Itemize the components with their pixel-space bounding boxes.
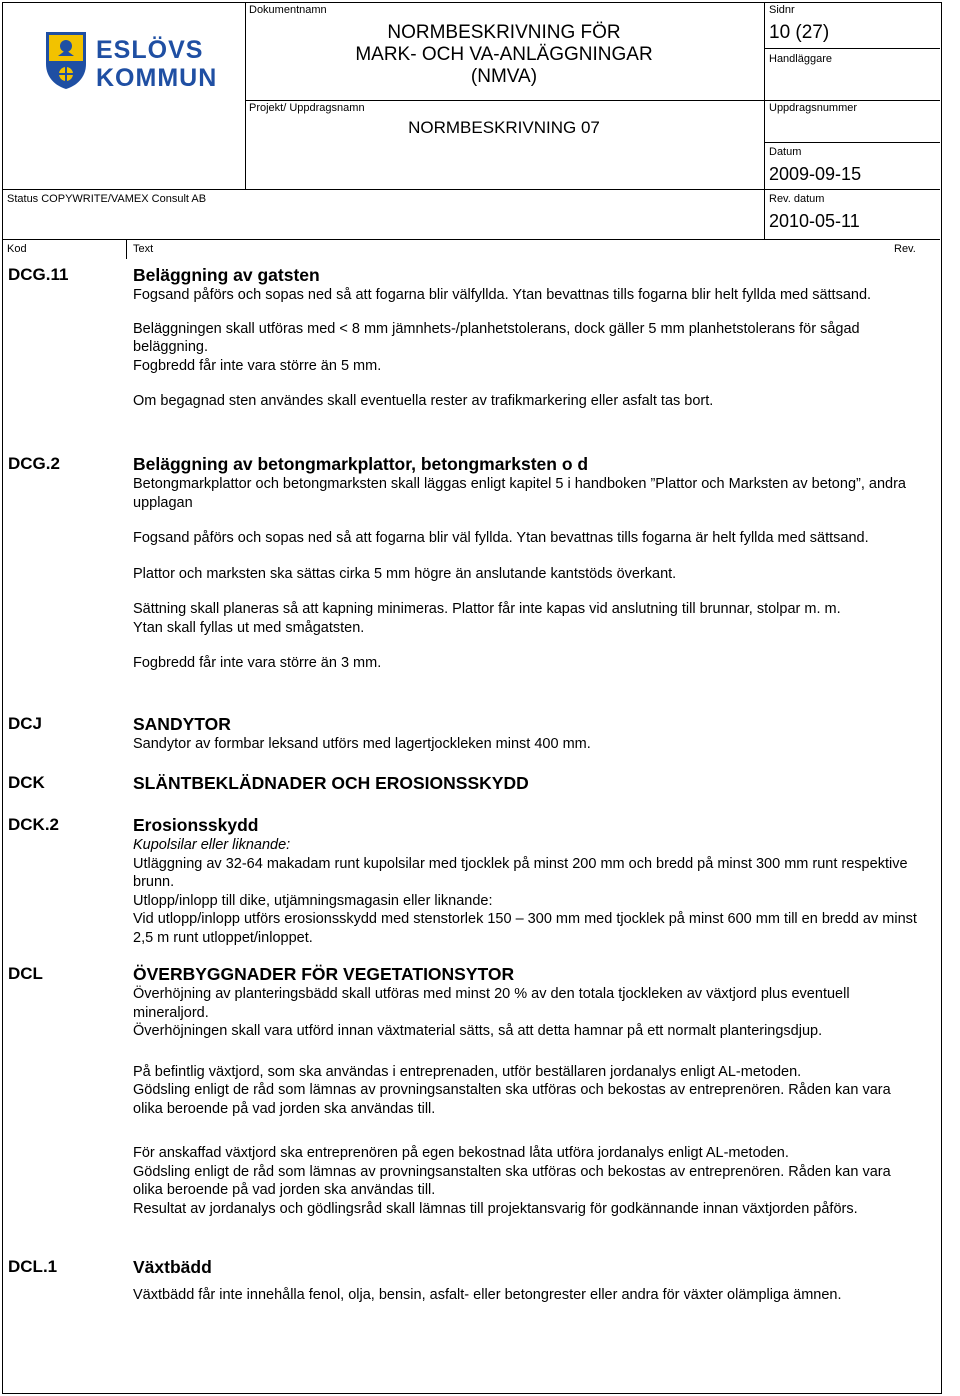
paragraph: Fogsand påförs och sopas ned så att fogarna blir välfyllda. Ytan bevattnas tills fogarna blir helt fyllda med sättsand. (133, 287, 872, 303)
paragraph: Sättning skall planeras så att kapning minimeras. Plattor får inte kapas vid anslutning till brunnar, stolpar m. m. (133, 601, 841, 617)
section-dcj (133, 713, 923, 754)
header-divider (2, 239, 940, 240)
projekt-label: Projekt/ Uppdragsnamn (249, 102, 365, 114)
datum-label: Datum (769, 146, 802, 158)
paragraph: Överhöjning av planteringsbädd skall utföras med minst 20 % av den totala tjockleken av växtjord plus eventuell mineraljord. (133, 986, 850, 1021)
code-dck2: DCK.2 (8, 815, 60, 834)
section-dcg2 (133, 453, 923, 673)
code-dcg2: DCG.2 (8, 454, 60, 473)
subheading: Kupolsilar eller liknande: (133, 837, 291, 853)
section-dcl (133, 963, 923, 1218)
code-dcj: DCJ (8, 714, 43, 733)
paragraph: Utlopp/inlopp till dike, utjämningsmagasin eller liknande: (133, 892, 493, 909)
header-divider (245, 100, 940, 101)
section-heading: Beläggning av gatsten (133, 265, 320, 285)
paragraph: Fogbredd får inte vara större än 3 mm. (133, 655, 382, 671)
section-heading: Erosionsskydd (133, 815, 259, 835)
handlaggare-label: Handläggare (769, 53, 832, 65)
header-divider (245, 2, 246, 189)
paragraph: Om begagnad sten användes skall eventuella rester av trafikmarkering eller asfalt tas bort. (133, 393, 714, 409)
paragraph: Utläggning av 32-64 makadam runt kupolsilar med tjocklek på minst 200 mm och bredd på minst 300 mm runt respektive brunn. (133, 855, 908, 890)
eslov-logo (44, 28, 218, 98)
paragraph: Beläggningen skall utföras med < 8 mm jämnhets-/planhetstolerans, dock gäller 5 mm planhetstolerans för sågad beläggning. (133, 320, 860, 355)
column-header-kod: Kod (7, 243, 27, 255)
section-dcl1 (133, 1256, 923, 1305)
revdatum-label: Rev. datum (769, 193, 825, 205)
column-divider (126, 239, 127, 259)
coat-of-arms-icon (44, 30, 88, 90)
section-dcg11 (133, 264, 923, 411)
header-divider (764, 48, 940, 49)
code-dcl1: DCL.1 (8, 1257, 58, 1276)
column-header-text: Text (133, 243, 154, 255)
paragraph: Plattor och marksten ska sättas cirka 5 mm högre än anslutande kantstöds överkant. (133, 565, 677, 582)
paragraph: På befintlig växtjord, som ska användas i entreprenaden, utför beställaren jordanalys enligt AL-metoden. (133, 1063, 802, 1080)
paragraph: För anskaffad växtjord ska entreprenören på egen bekostnad låta utföra jordanalys enligt AL-metoden. (133, 1145, 789, 1161)
paragraph: Fogsand påförs och sopas ned så att fogarna blir väl fyllda. Ytan bevattnas tills fogarna är helt fyllda med sättsand. (133, 530, 869, 546)
paragraph: Vid utlopp/inlopp utförs erosionsskydd med stenstorlek 150 – 300 mm med tjocklek på minst 600 mm till en bredd av minst 2,5 m runt utloppet/inloppet. (133, 911, 917, 946)
logo-text-line2: KOMMUN (96, 64, 218, 92)
section-dck (133, 772, 923, 794)
paragraph: Betongmarkplattor och betongmarksten skall läggas enligt kapitel 5 i handboken ”Plattor och Marksten av betong”, andra upplagan (133, 476, 906, 511)
section-heading: ÖVERBYGGNADER FÖR VEGETATIONSYTOR (133, 964, 515, 984)
paragraph: Resultat av jordanalys och gödlingsråd skall lämnas till projektansvarig för godkännande innan växtjorden påförs. (133, 1200, 858, 1217)
uppdragsnummer-label: Uppdragsnummer (769, 102, 858, 114)
document-title-line3: (NMVA) (470, 66, 538, 87)
sidnr-label: Sidnr (769, 4, 795, 16)
header-divider (764, 142, 940, 143)
section-heading: Beläggning av betongmarkplattor, betongmarksten o d (133, 454, 589, 474)
status-text: Status COPYWRITE/VAMEX Consult AB (7, 193, 207, 205)
sidnr-value: 10 (27) (769, 22, 830, 43)
logo-text-line1: ESLÖVS (96, 36, 204, 64)
column-header-rev: Rev. (894, 243, 916, 255)
paragraph: Ytan skall fyllas ut med smågatsten. (133, 619, 365, 636)
section-dck2 (133, 814, 923, 947)
document-title-line1: NORMBESKRIVNING FÖR (387, 22, 621, 43)
revdatum-value: 2010-05-11 (769, 211, 860, 231)
header-divider (2, 189, 940, 190)
projekt-value: NORMBESKRIVNING 07 (408, 118, 600, 137)
paragraph: Växtbädd får inte innehålla fenol, olja, bensin, asfalt- eller betongrester eller andra för växter olämpliga ämnen. (133, 1287, 842, 1303)
paragraph: Gödsling enligt de råd som lämnas av provningsanstalten ska utföras och bekostas av entreprenören. Råden kan vara olika beroende på vad jorden ska användas till. (133, 1082, 891, 1117)
paragraph: Fogbredd får inte vara större än 5 mm. (133, 357, 382, 374)
section-heading: SANDYTOR (133, 714, 231, 734)
paragraph: Sandytor av formbar leksand utförs med lagertjockleken minst 400 mm. (133, 736, 591, 752)
section-heading: SLÄNTBEKLÄDNADER OCH EROSIONSSKYDD (133, 773, 529, 793)
code-dcg11: DCG.11 (8, 265, 69, 284)
paragraph: Gödsling enligt de råd som lämnas av provningsanstalten ska utföras och bekostas av entreprenören. Råden kan vara olika beroende på vad jorden ska användas till. (133, 1163, 891, 1198)
dokumentnamn-label: Dokumentnamn (249, 4, 327, 16)
datum-value: 2009-09-15 (769, 164, 862, 184)
code-dck: DCK (8, 773, 45, 792)
paragraph: Överhöjningen skall vara utförd innan växtmaterial sätts, så att detta hamnar på ett normalt planteringsdjup. (133, 1023, 823, 1039)
document-title-line2: MARK- OCH VA-ANLÄGGNINGAR (355, 44, 653, 65)
code-dcl: DCL (8, 964, 43, 983)
section-heading: Växtbädd (133, 1257, 212, 1277)
header-divider (764, 2, 765, 239)
